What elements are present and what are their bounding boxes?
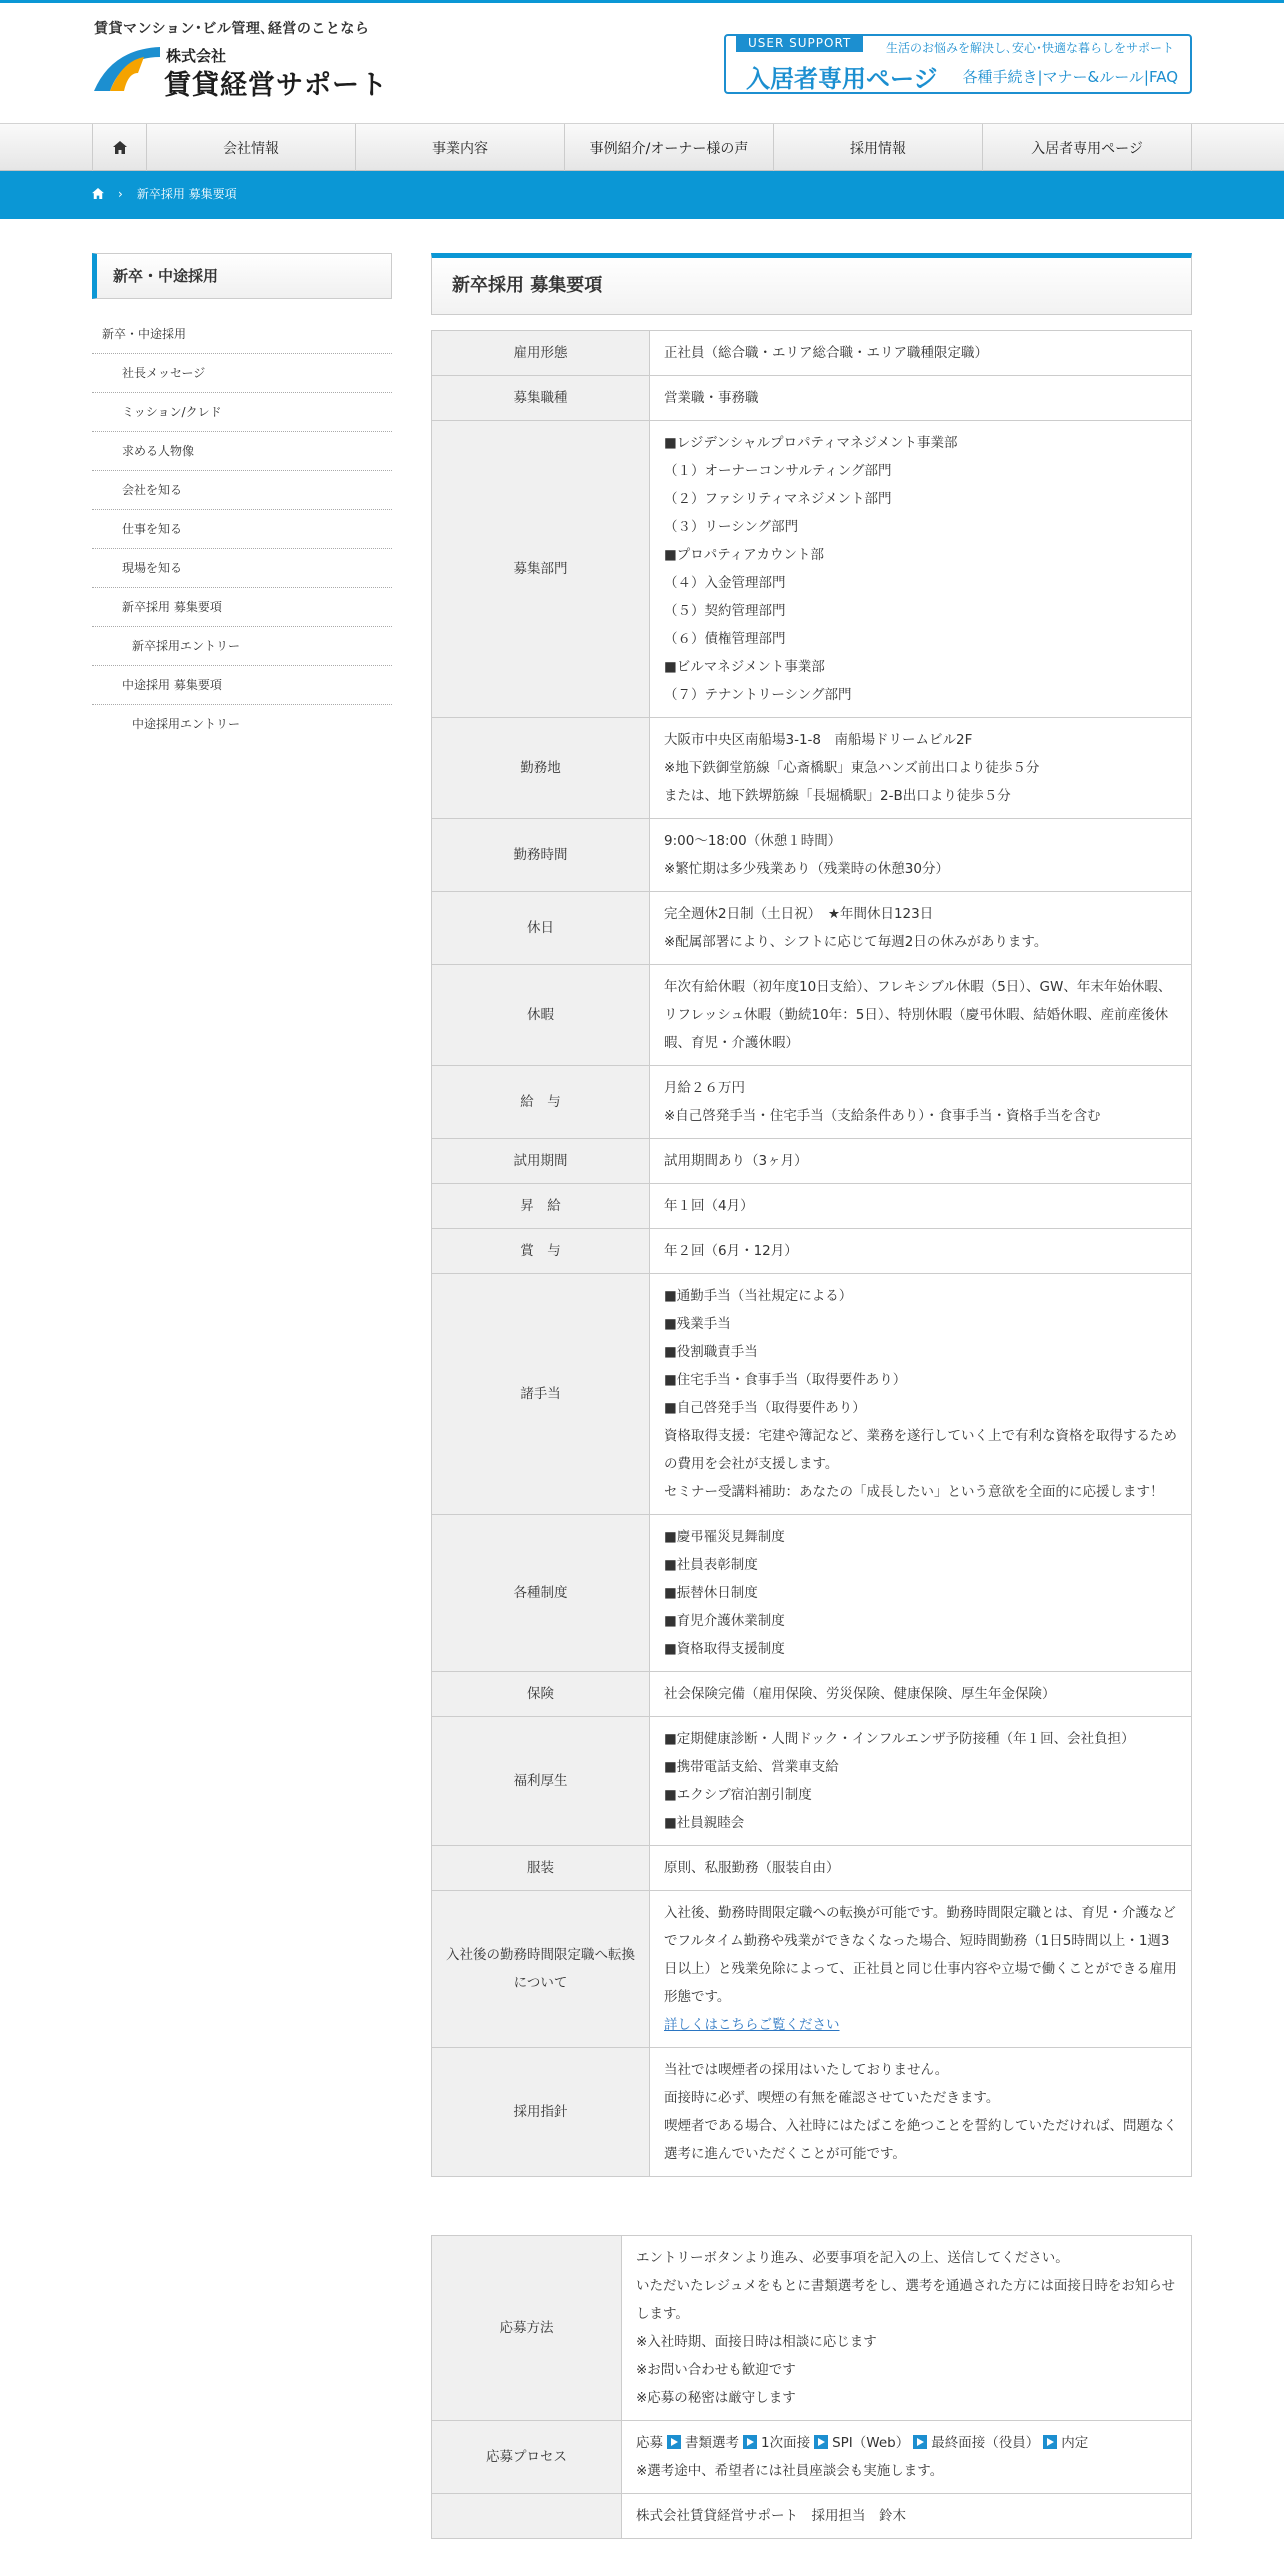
row-value xyxy=(650,819,1192,892)
row-value xyxy=(622,2494,1192,2539)
table-row xyxy=(432,1229,1192,1274)
nav-cases[interactable]: 事例紹介/オーナー様の声 xyxy=(565,124,774,171)
value-line: ■自己啓発手当（取得要件あり） xyxy=(664,1400,866,1416)
value-line: ※配属部署により、シフトに応じて毎週2日の休みがあります。 xyxy=(664,934,1048,950)
table-row xyxy=(432,892,1192,965)
sidebar-menu xyxy=(92,315,392,744)
details-link[interactable]: 詳しくはこちらご覧ください xyxy=(664,2017,840,2033)
row-value xyxy=(650,1846,1192,1891)
row-label: 採用指針 xyxy=(432,2048,650,2177)
value-line: 年１回（4月） xyxy=(664,1198,754,1214)
arrow-right-icon xyxy=(667,2435,681,2449)
table-row xyxy=(432,1672,1192,1717)
sidebar-heading: 新卒・中途採用 xyxy=(92,253,392,299)
row-label: 入社後の勤務時間限定職へ転換について xyxy=(432,1891,650,2048)
row-label: 応募方法 xyxy=(432,2236,622,2421)
row-value xyxy=(650,718,1192,819)
support-links: 各種手続き|マナー&ルール|FAQ xyxy=(962,68,1178,86)
table-row xyxy=(432,965,1192,1066)
sidebar-item[interactable]: 仕事を知る xyxy=(92,510,392,549)
table-row xyxy=(432,2236,1192,2421)
row-value xyxy=(650,1672,1192,1717)
value-line: 9:00～18:00（休憩１時間） xyxy=(664,833,842,849)
value-line: 正社員（総合職・エリア総合職・エリア職種限定職） xyxy=(664,345,988,361)
value-line: 年次有給休暇（初年度10日支給）、フレキシブル休暇（5日）、GW、年末年始休暇、リフレッシュ休暇（勤続10年：5日）、特別休暇（慶弔休暇、結婚休暇、産前産後休暇、育児・介護休暇） xyxy=(664,979,1172,1051)
value-line: 喫煙者である場合、入社時にはたばこを絶つことを誓約していただければ、問題なく選考に進んでいただくことが可能です。 xyxy=(664,2118,1177,2162)
nav-resident[interactable]: 入居者専用ページ xyxy=(983,124,1192,171)
row-value xyxy=(650,1891,1192,2048)
row-label: 諸手当 xyxy=(432,1274,650,1515)
table-row xyxy=(432,1274,1192,1515)
sidebar-item[interactable]: 中途採用 募集要項 xyxy=(92,666,392,705)
value-line: エントリーボタンより進み、必要事項を記入の上、送信してください。 xyxy=(636,2250,1069,2266)
table-row xyxy=(432,2048,1192,2177)
table-row xyxy=(432,421,1192,718)
value-line: ※繁忙期は多少残業あり（残業時の休憩30分） xyxy=(664,861,949,877)
value-line: 入社後、勤務時間限定職への転換が可能です。勤務時間限定職とは、育児・介護などでフルタイム勤務や残業ができなくなった場合、短時間勤務（1日5時間以上・1週3日以上）と残業免除によって、正社員と同じ仕事内容や立場で働くことができる雇用形態です。 xyxy=(664,1905,1177,2005)
row-label: 試用期間 xyxy=(432,1139,650,1184)
value-line: ■エクシブ宿泊割引制度 xyxy=(664,1787,812,1803)
row-label: 応募プロセス xyxy=(432,2421,622,2494)
sidebar-item[interactable]: 新卒・中途採用 xyxy=(92,315,392,354)
value-line: ■振替休日制度 xyxy=(664,1585,758,1601)
sidebar xyxy=(92,253,392,744)
value-line: ■レジデンシャルプロパティマネジメント事業部 xyxy=(664,435,958,451)
row-value xyxy=(650,1717,1192,1846)
value-line: 営業職・事務職 xyxy=(664,390,759,406)
value-line: 月給２６万円 xyxy=(664,1080,745,1096)
sidebar-item[interactable]: 新卒採用 募集要項 xyxy=(92,588,392,627)
page-title: 新卒採用 募集要項 xyxy=(431,253,1192,315)
value-line: （３）リーシング部門 xyxy=(664,519,799,535)
row-label: 昇 給 xyxy=(432,1184,650,1229)
value-line: 年２回（6月・12月） xyxy=(664,1243,798,1259)
value-line: （７）テナントリーシング部門 xyxy=(664,687,852,703)
value-line: 社会保険完備（雇用保険、労災保険、健康保険、厚生年金保険） xyxy=(664,1686,1056,1702)
table-row xyxy=(432,1717,1192,1846)
row-value xyxy=(650,1515,1192,1672)
main-content xyxy=(431,253,1192,2539)
process-step: 書類選考 xyxy=(685,2435,739,2451)
row-value xyxy=(650,1184,1192,1229)
value-line: セミナー受講料補助：あなたの「成長したい」という意欲を全面的に応援します！ xyxy=(664,1484,1164,1500)
row-label: 雇用形態 xyxy=(432,331,650,376)
value-line: 原則、私服勤務（服装自由） xyxy=(664,1860,840,1876)
breadcrumb xyxy=(0,171,1284,219)
value-line: ※自己啓発手当・住宅手当（支給条件あり）・食事手当・資格手当を含む xyxy=(664,1108,1101,1124)
process-flow xyxy=(636,2429,1177,2457)
value-line: 大阪市中央区南船場3-1-8 南船場ドリームビル2F xyxy=(664,732,973,748)
table-row xyxy=(432,1066,1192,1139)
process-step: SPI（Web） xyxy=(832,2435,910,2451)
value-line: ■慶弔罹災見舞制度 xyxy=(664,1529,785,1545)
value-line: （１）オーナーコンサルティング部門 xyxy=(664,463,892,479)
nav-home[interactable] xyxy=(93,124,147,171)
row-value xyxy=(650,421,1192,718)
row-value xyxy=(650,1229,1192,1274)
value-line: ※入社時期、面接日時は相談に応じます xyxy=(636,2334,877,2350)
row-label: 保険 xyxy=(432,1672,650,1717)
value-line: ■社員親睦会 xyxy=(664,1815,745,1831)
row-value xyxy=(650,1066,1192,1139)
row-label: 休暇 xyxy=(432,965,650,1066)
table-row xyxy=(432,2421,1192,2494)
value-line: （５）契約管理部門 xyxy=(664,603,786,619)
row-label: 勤務地 xyxy=(432,718,650,819)
value-line: ※地下鉄御堂筋線「心斎橋駅」東急ハンズ前出口より徒歩５分 xyxy=(664,760,1040,776)
breadcrumb-current: 新卒採用 募集要項 xyxy=(136,187,237,201)
row-value xyxy=(650,1139,1192,1184)
table-row xyxy=(432,1515,1192,1672)
table-row xyxy=(432,331,1192,376)
value-line: ■資格取得支援制度 xyxy=(664,1641,785,1657)
support-title: 入居者専用ページ xyxy=(746,65,938,93)
value-line: 面接時に必ず、喫煙の有無を確認させていただきます。 xyxy=(664,2090,1000,2106)
row-value xyxy=(650,376,1192,421)
row-label: 募集職種 xyxy=(432,376,650,421)
sidebar-item[interactable]: 求める人物像 xyxy=(92,432,392,471)
row-label: 福利厚生 xyxy=(432,1717,650,1846)
table-row xyxy=(432,376,1192,421)
logo-tagline: 賃貸マンション･ビル管理､経営のことなら xyxy=(94,21,370,37)
row-value xyxy=(622,2421,1192,2494)
process-step: 1次面接 xyxy=(761,2435,811,2451)
sidebar-item[interactable]: ミッション/クレド xyxy=(92,393,392,432)
value-line: ■ビルマネジメント事業部 xyxy=(664,659,825,675)
logo-arc-icon[interactable] xyxy=(92,43,162,93)
nav-recruit[interactable]: 採用情報 xyxy=(774,124,983,171)
sidebar-item[interactable]: 現場を知る xyxy=(92,549,392,588)
logo-company-name[interactable]: 賃貸経営サポート xyxy=(164,70,388,101)
row-label: 給 与 xyxy=(432,1066,650,1139)
support-tag: USER SUPPORT xyxy=(736,35,863,52)
table-row xyxy=(432,819,1192,892)
value-line: または、地下鉄堺筋線「長堀橋駅」2-B出口より徒歩５分 xyxy=(664,788,1011,804)
table-row xyxy=(432,1846,1192,1891)
value-line: いただいたレジュメをもとに書類選考をし、選考を通過された方には面接日時をお知らせします。 xyxy=(636,2278,1175,2322)
arrow-right-icon xyxy=(814,2435,828,2449)
sidebar-item[interactable]: 中途採用エントリー xyxy=(132,717,241,731)
value-line: 試用期間あり（3ヶ月） xyxy=(664,1153,808,1169)
value-line: （４）入金管理部門 xyxy=(664,575,786,591)
row-label: 服装 xyxy=(432,1846,650,1891)
table-row xyxy=(432,1891,1192,2048)
value-line: ■社員表彰制度 xyxy=(664,1557,758,1573)
table-row xyxy=(432,718,1192,819)
value-line: 株式会社賃貸経営サポート 採用担当 鈴木 xyxy=(636,2508,906,2524)
value-line: 資格取得支援：宅建や簿記など、業務を遂行していく上で有利な資格を取得するための費用を会社が支援します。 xyxy=(664,1428,1177,1472)
application-table xyxy=(431,2235,1192,2539)
site-header xyxy=(0,3,1284,123)
row-value xyxy=(650,892,1192,965)
value-line: ■通勤手当（当社規定による） xyxy=(664,1288,853,1304)
value-line: 完全週休2日制（土日祝） ★年間休日123日 xyxy=(664,906,934,922)
row-label: 賞 与 xyxy=(432,1229,650,1274)
value-line: 当社では喫煙者の採用はいたしておりません。 xyxy=(664,2062,949,2078)
requirements-table xyxy=(431,330,1192,2177)
value-line: （６）債権管理部門 xyxy=(664,631,786,647)
row-label: 各種制度 xyxy=(432,1515,650,1672)
arrow-right-icon xyxy=(1043,2435,1057,2449)
value-line: ■役割職責手当 xyxy=(664,1344,758,1360)
table-row xyxy=(432,1184,1192,1229)
row-label: 休日 xyxy=(432,892,650,965)
row-label: 勤務時間 xyxy=(432,819,650,892)
value-line: （２）ファシリティマネジメント部門 xyxy=(664,491,892,507)
value-line: ■定期健康診断・人間ドック・インフルエンザ予防接種（年１回、会社負担） xyxy=(664,1731,1135,1747)
resident-support-banner[interactable] xyxy=(724,34,1192,94)
row-value xyxy=(650,965,1192,1066)
value-line: ■プロパティアカウント部 xyxy=(664,547,825,563)
row-value xyxy=(622,2236,1192,2421)
row-label xyxy=(432,2494,622,2539)
value-line: ■携帯電話支給、営業車支給 xyxy=(664,1759,839,1775)
value-line: ■住宅手当・食事手当（取得要件あり） xyxy=(664,1372,907,1388)
process-step: 内定 xyxy=(1061,2435,1089,2451)
process-step: 最終面接（役員） xyxy=(931,2435,1040,2451)
arrow-right-icon xyxy=(743,2435,757,2449)
sidebar-item[interactable]: 新卒採用エントリー xyxy=(92,627,392,666)
row-value xyxy=(650,2048,1192,2177)
value-line: ■残業手当 xyxy=(664,1316,731,1332)
value-line: ※お問い合わせも歓迎です xyxy=(636,2362,796,2378)
table-row xyxy=(432,1139,1192,1184)
row-value xyxy=(650,331,1192,376)
row-label: 募集部門 xyxy=(432,421,650,718)
breadcrumb-separator: › xyxy=(118,186,123,201)
sidebar-item[interactable]: 会社を知る xyxy=(92,471,392,510)
nav-company[interactable]: 会社情報 xyxy=(147,124,356,171)
arrow-right-icon xyxy=(913,2435,927,2449)
value-line: ■育児介護休業制度 xyxy=(664,1613,785,1629)
process-step: 応募 xyxy=(636,2435,663,2451)
table-row xyxy=(432,2494,1192,2539)
value-line: ※応募の秘密は厳守します xyxy=(636,2390,796,2406)
sidebar-item[interactable]: 社長メッセージ xyxy=(92,354,392,393)
support-note: 生活のお悩みを解決し､安心･快適な暮らしをサポート xyxy=(886,41,1175,55)
row-value xyxy=(650,1274,1192,1515)
nav-business[interactable]: 事業内容 xyxy=(356,124,565,171)
value-line: ※選考途中、希望者には社員座談会も実施します。 xyxy=(636,2463,944,2479)
logo-company-type: 株式会社 xyxy=(166,47,227,65)
home-icon xyxy=(113,141,127,154)
breadcrumb-home-icon[interactable] xyxy=(92,188,104,199)
global-nav xyxy=(0,123,1284,171)
